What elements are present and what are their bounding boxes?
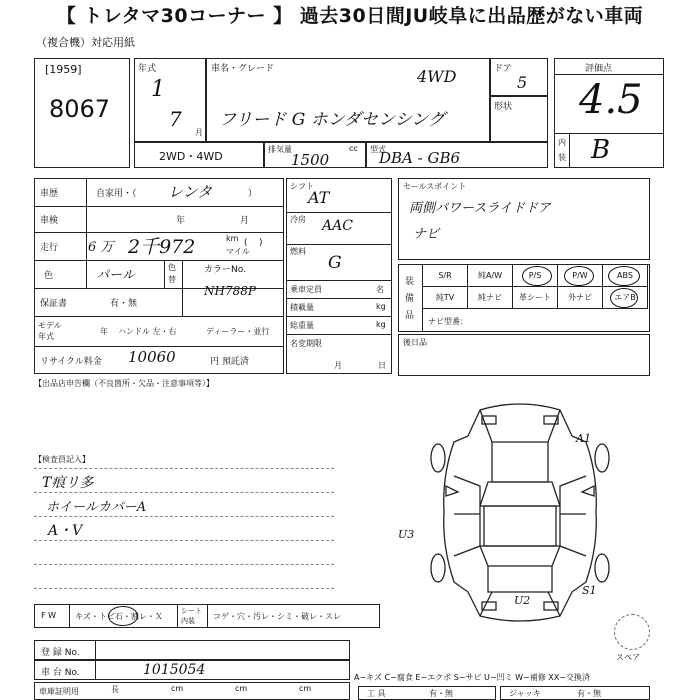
color-value: パール [96, 268, 135, 283]
equipment-label-2: 備 [405, 294, 415, 304]
jack-box [500, 686, 650, 700]
color-label: 色 [44, 271, 54, 281]
weight-label: 総重量 [290, 321, 314, 330]
fw-label: F W [41, 611, 57, 620]
recycle-value: 10060 [128, 348, 176, 366]
year-sub: 7 [169, 107, 182, 131]
fuel-value: G [328, 253, 342, 273]
inspector-line3: A・V [48, 523, 83, 539]
equipment-item: 純TV [422, 286, 468, 309]
warranty-options: 有・無 [110, 299, 138, 309]
jack-label: ジャッキ [509, 689, 541, 698]
warranty-label: 保証書 [40, 299, 68, 309]
inspection-label: 車検 [40, 216, 59, 226]
load-label: 積載量 [290, 303, 314, 312]
ac-label: 冷房 [290, 215, 306, 224]
inspector-line2: ホイールカバーA [46, 500, 147, 515]
shape-box [490, 96, 548, 142]
name-change-month: 月 [334, 361, 342, 370]
mileage-unit1: 6 万 [88, 240, 114, 255]
month-label: 月 [195, 128, 203, 137]
cert-cm-2: cm [235, 684, 248, 693]
interior-label-2: 装 [558, 153, 566, 162]
chassis-row [34, 660, 350, 680]
cert-row [34, 682, 350, 700]
equipment-label-3: 品 [405, 311, 415, 321]
displacement-box [264, 142, 366, 168]
after-note-box [398, 334, 650, 376]
recycle-label: リサイクル料金 [40, 357, 102, 367]
tools-box [358, 686, 496, 700]
fw-items: キズ・トビ石・割レ・Ｘ [75, 612, 163, 621]
model-box [366, 142, 548, 168]
inspector-line1: T痕リ多 [42, 475, 94, 491]
shape-label: 形状 [494, 102, 513, 112]
inspector-label: 【検査員記入】 [34, 455, 90, 464]
displacement-label: 排気量 [268, 145, 292, 154]
mileage-value: 2千972 [128, 236, 196, 258]
history-label: 車歴 [40, 189, 59, 199]
name-change-label: 名変期限 [290, 339, 322, 348]
car-name-box [206, 58, 490, 142]
ac-value: AAC [322, 218, 353, 234]
color-change-2: 替 [168, 275, 176, 284]
history-value: レンタ [168, 183, 213, 201]
mileage-mile: マイル [226, 247, 250, 256]
shift-label: シフト [290, 182, 314, 191]
equipment-item: 外ナビ [557, 286, 603, 309]
load-unit: kg [376, 302, 386, 311]
spare-label: スペア [616, 653, 640, 662]
cert-cm-3: cm [299, 684, 312, 693]
mileage-paren: ( ) [244, 238, 263, 248]
model-value: DBA - GB6 [379, 149, 461, 167]
equipment-item: エアB [602, 286, 648, 309]
equipment-item: 純ナビ [467, 286, 513, 309]
registration-row [34, 640, 350, 660]
equipment-item: P/W [557, 264, 603, 287]
sales-point-box [398, 178, 650, 260]
cert-length: 長 [111, 685, 119, 694]
interior-row [34, 604, 380, 628]
year-label: 年式 [138, 64, 157, 74]
year-value: 1 [151, 77, 165, 102]
mark-a1: A1 [576, 432, 591, 445]
jack-options: 有・無 [577, 689, 601, 698]
shift-value: AT [308, 188, 330, 207]
navi-model-label: ナビ型番： [428, 317, 468, 326]
model-year-label-2: 年式 [38, 332, 54, 341]
door-value: 5 [517, 73, 528, 92]
inspection-year: 年 [176, 216, 186, 226]
after-note-label: 後日品 [403, 338, 427, 347]
sales-point-label: セールスポイント [403, 182, 467, 191]
damage-legend: A−キズ C−腐食 E−エクボ S−サビ U−凹ミ W−補修 XX−交換済 [354, 673, 590, 682]
registration-label: 登 録 No. [41, 648, 80, 658]
equipment-item: 革シート [512, 286, 558, 309]
seller-note-label: 【出品店申告欄（不良箇所・欠品・注意事項等）】 [34, 379, 214, 388]
model-year-handle: ハンドル 左・右 [118, 327, 177, 336]
interior-label-1: 内 [558, 138, 566, 147]
seat-label-1: シート [181, 607, 202, 615]
lot-number: 8067 [49, 95, 111, 123]
weight-unit: kg [376, 320, 386, 329]
seat-label-2: 内装 [181, 617, 195, 625]
color-no-label: カラーNo. [204, 265, 246, 275]
drive-text: 2WD・4WD [159, 150, 223, 163]
door-label: ドア [494, 64, 512, 74]
banner-title: 【 トレタマ30コーナー 】 過去30日間JU岐阜に出品歴がない車両 [0, 0, 700, 32]
mark-s1: S1 [582, 584, 597, 597]
fuel-label: 燃料 [290, 247, 306, 256]
header-note: （複合機）対応用紙 [36, 36, 135, 49]
displacement-unit: cc [349, 144, 358, 153]
score-value: 4.5 [579, 77, 643, 123]
equipment-item: P/S [512, 264, 558, 287]
cert-label: 車庫証明用 [39, 687, 79, 696]
year-box [134, 58, 206, 142]
mark-u2: U2 [514, 594, 531, 607]
cert-cm-1: cm [171, 684, 184, 693]
interior-value: B [591, 135, 611, 165]
score-label: 評価点 [585, 64, 613, 74]
sales-point-line2: ナビ [413, 227, 440, 242]
equipment-item: S/R [422, 264, 468, 287]
inspection-month: 月 [240, 216, 250, 226]
tobi-circle [108, 606, 138, 626]
model-year-dealer: ディーラー・並行 [206, 327, 270, 336]
mileage-km: km [226, 234, 239, 243]
history-options: 自家用・（ [96, 189, 137, 199]
capacity-unit: 名 [376, 285, 384, 294]
color-no-value: NH788P [204, 284, 256, 298]
tools-label: 工 具 [367, 689, 386, 698]
mark-u3: U3 [398, 528, 415, 541]
drive-value: 4WD [417, 67, 457, 86]
recycle-suffix: 円 預託済 [210, 357, 249, 367]
car-name-value: フリード G ホンダセンシング [219, 110, 445, 130]
spare-tire-icon [614, 614, 650, 650]
score-box [554, 58, 664, 168]
car-name-label: 車名・グレード [211, 64, 275, 74]
equipment-label-1: 装 [405, 277, 415, 287]
model-label: 型式 [370, 145, 386, 154]
seat-items: コゲ・穴・汚レ・シミ・破レ・スレ [213, 612, 341, 621]
chassis-label: 車 台 No. [41, 668, 80, 678]
lot-stamp: [1959] [45, 63, 82, 76]
drive-row [134, 142, 264, 168]
model-year-year: 年 [100, 327, 108, 336]
model-year-label-1: モデル [38, 321, 62, 330]
history-close: ） [248, 189, 258, 199]
sales-point-line1: 両側パワースライドドア [409, 201, 551, 216]
equipment-item: ABS [602, 264, 648, 287]
name-change-day: 日 [378, 361, 386, 370]
tools-options: 有・無 [429, 689, 453, 698]
lot-box [34, 58, 130, 168]
door-box [490, 58, 548, 96]
capacity-label: 乗車定員 [290, 285, 322, 294]
details-box [34, 178, 284, 374]
displacement-value: 1500 [291, 151, 330, 169]
mileage-label: 走行 [40, 243, 59, 253]
equipment-item: 純A/W [467, 264, 513, 287]
color-change-1: 色 [168, 263, 176, 272]
chassis-value: 1015054 [143, 662, 206, 678]
